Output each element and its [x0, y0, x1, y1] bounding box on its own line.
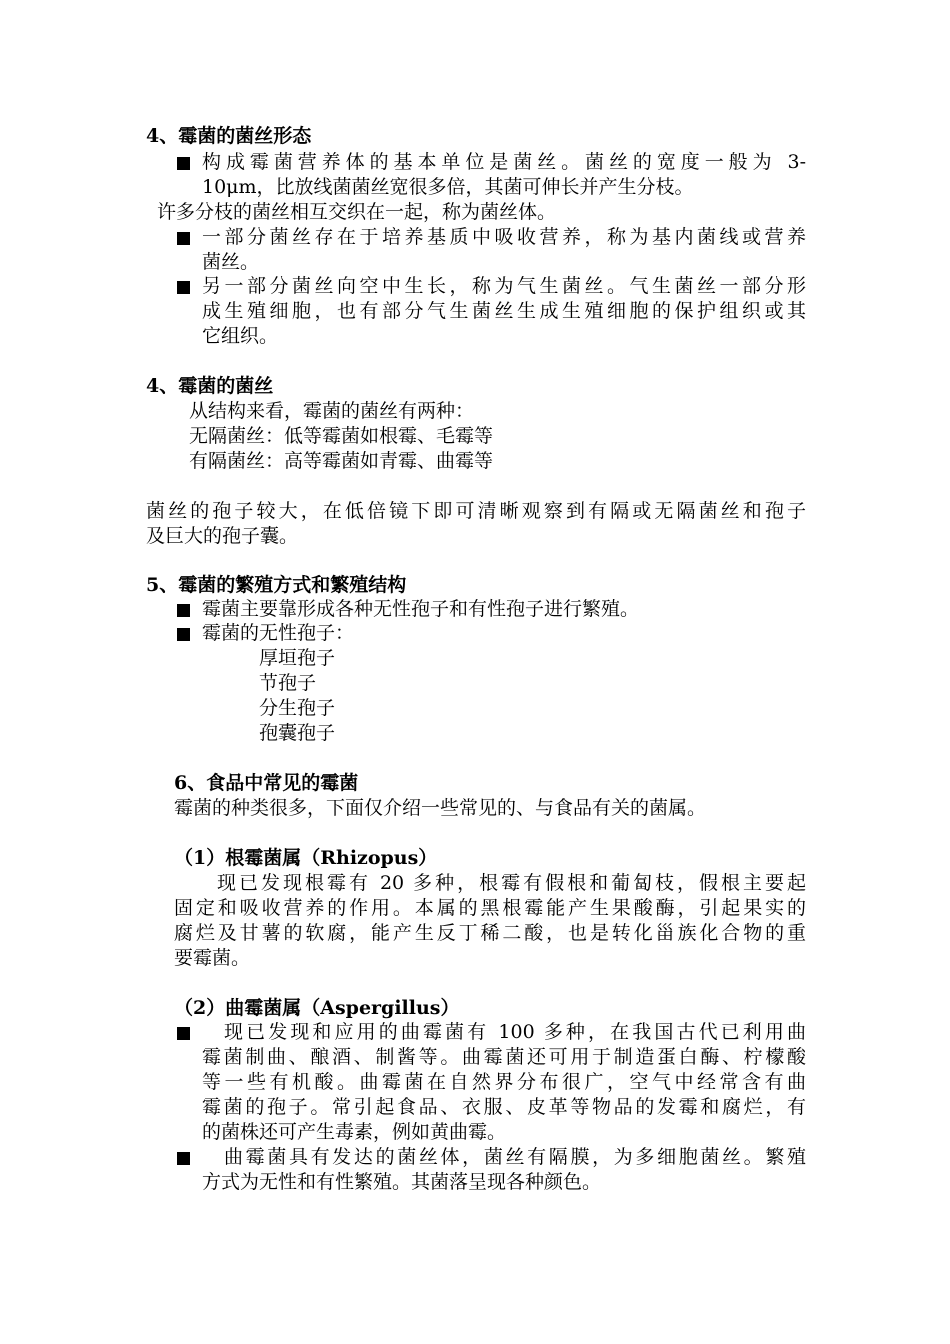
- bullet-square-icon: [177, 1027, 190, 1040]
- bullet-text-line: 10μm，比放线菌菌丝宽很多倍，其菌可伸长并产生分枝。: [202, 176, 694, 198]
- paragraph-line: 及巨大的孢子囊。: [146, 525, 299, 547]
- paragraph-line: 现已发现根霉有 20 多种，根霉有假根和葡匐枝，假根主要起: [217, 872, 806, 894]
- paragraph-line: 要霉菌。: [174, 947, 251, 969]
- bullet-text-line: 现已发现和应用的曲霉菌有 100 多种，在我国古代已利用曲: [224, 1021, 806, 1043]
- bullet-text-line: 的菌株还可产生毒素，例如黄曲霉。: [202, 1121, 507, 1143]
- bullet-text-line: 方式为无性和有性繁殖。其菌落呈现各种颜色。: [202, 1171, 602, 1193]
- subheading-aspergillus: （2）曲霉菌属（Aspergillus）: [174, 997, 460, 1019]
- paragraph-line: 腐烂及甘薯的软腐，能产生反丁稀二酸，也是转化甾族化合物的重: [174, 922, 806, 944]
- section-heading-hyphae-morphology: 4、霉菌的菌丝形态: [146, 125, 312, 147]
- paragraph-line: 从结构来看，霉菌的菌丝有两种：: [189, 400, 475, 422]
- section-heading-reproduction: 5、霉菌的繁殖方式和繁殖结构: [146, 574, 407, 596]
- bullet-text-line: 成生殖细胞，也有部分气生菌丝生成生殖细胞的保护组织或其: [202, 300, 806, 322]
- bullet-text-line: 霉菌的无性孢子：: [202, 622, 355, 644]
- bullet-square-icon: [177, 604, 190, 617]
- bullet-text-line: 霉菌的孢子。常引起食品、衣服、皮革等物品的发霉和腐烂，有: [202, 1096, 806, 1118]
- bullet-text-line: 霉菌制曲、酿酒、制酱等。曲霉菌还可用于制造蛋白酶、柠檬酸: [202, 1046, 806, 1068]
- subheading-rhizopus: （1）根霉菌属（Rhizopus）: [174, 847, 438, 869]
- bullet-text-line: 霉菌主要靠形成各种无性孢子和有性孢子进行繁殖。: [202, 598, 640, 620]
- spore-list-item: 厚垣孢子: [259, 647, 336, 669]
- bullet-text-line: 一部分菌丝存在于培养基质中吸收营养，称为基内菌线或营养: [202, 226, 806, 248]
- bullet-text-line: 它组织。: [202, 325, 279, 347]
- spore-list-item: 孢囊孢子: [259, 722, 336, 744]
- bullet-square-icon: [177, 157, 190, 170]
- bullet-square-icon: [177, 628, 190, 641]
- bullet-square-icon: [177, 1152, 190, 1165]
- bullet-text-line: 曲霉菌具有发达的菌丝体，菌丝有隔膜，为多细胞菌丝。繁殖: [224, 1146, 806, 1168]
- bullet-square-icon: [177, 232, 190, 245]
- bullet-square-icon: [177, 281, 190, 294]
- section-heading-common-molds: 6、食品中常见的霉菌: [174, 772, 359, 794]
- bullet-text-line: 等一些有机酸。曲霉菌在自然界分布很广，空气中经常含有曲: [202, 1071, 806, 1093]
- paragraph-line: 无隔菌丝：低等霉菌如根霉、毛霉等: [189, 425, 494, 447]
- spore-list-item: 分生孢子: [259, 697, 336, 719]
- paragraph-line: 菌丝的孢子较大，在低倍镜下即可清晰观察到有隔或无隔菌丝和孢子: [146, 500, 806, 522]
- paragraph-line: 许多分枝的菌丝相互交织在一起，称为菌丝体。: [157, 201, 557, 223]
- paragraph-line: 有隔菌丝：高等霉菌如青霉、曲霉等: [189, 450, 494, 472]
- spore-list-item: 节孢子: [259, 672, 317, 694]
- bullet-text-line: 另一部分菌丝向空中生长，称为气生菌丝。气生菌丝一部分形: [202, 275, 806, 297]
- paragraph-line: 霉菌的种类很多，下面仅介绍一些常见的、与食品有关的菌属。: [174, 797, 707, 819]
- paragraph-line: 固定和吸收营养的作用。本属的黑根霉能产生果酸酶，引起果实的: [174, 897, 806, 919]
- section-heading-hyphae: 4、霉菌的菌丝: [146, 375, 274, 397]
- bullet-text-line: 菌丝。: [202, 251, 260, 273]
- bullet-text-line: 构成霉菌营养体的基本单位是菌丝。菌丝的宽度一般为 3-: [202, 151, 806, 173]
